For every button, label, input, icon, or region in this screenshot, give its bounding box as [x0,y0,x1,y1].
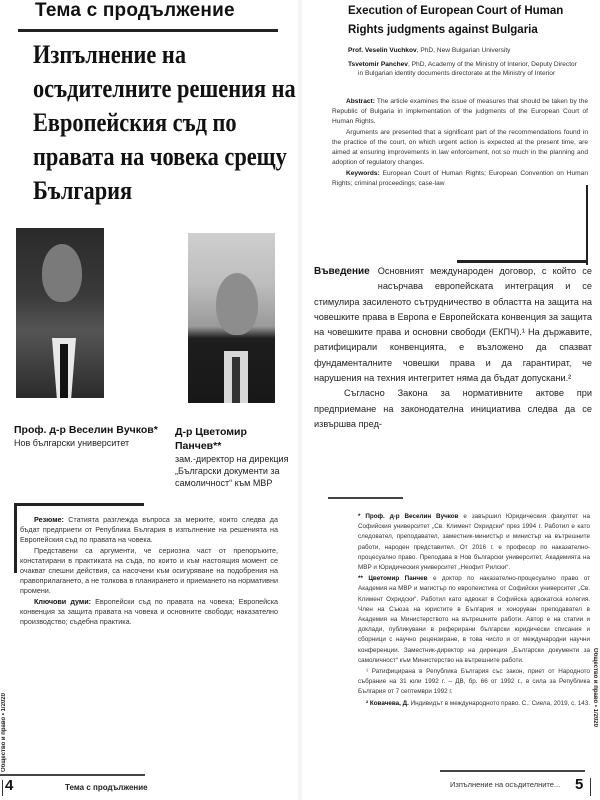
photo-head [216,273,258,335]
footer-rule [0,774,145,776]
footer-rule [440,770,585,772]
author-photo-panchev [188,233,275,403]
en-author-name: Prof. Veselin Vuchkov [348,47,417,54]
summary-paragraph-2: Представени са аргументи, че сериозна част от препоръките, констатирани в практиката на съда, по които и към настоящия момент се очакват спешни действия, са насочени към осигуряване на подобрения на правоприлагането, а не толкова в планирането и приемането на нормативни промени. [20,546,278,595]
footnote-text: е доктор по наказателно-процесуално право от Академия на МВР и магистър по европеистика от Софийски университет „Св. Климент Охридски“. Работил като адвокат в Софийска адвокатска колегия. Член на Съюза на юристите в България и хоноруван преподавател в Академия на Министерството на вътрешните работи. Автор е на статии и доклади, публикувани в реферирани български юридически списания и сборници с научно рецензиране, в това число и от международни научни конференции. Заместник-директор на дирекция „Български документи за самоличност“ към Министерство на вътрешните работи. [358,575,590,664]
section-rule [18,29,278,32]
keywords-text-en: European Court of Human Rights; European Convention on Human Rights; criminal proceedings; case-law [332,170,588,187]
summary-text: Статията разглежда въпроса за мерките, които следва да бъдат предприети от Република България в изпълнение на решенията на Европейския съд по правата на човека. [20,515,279,544]
keywords-text: Европейски съд по правата на човека; Европейска конвенция за защита правата на човека и основните свободи; наказателно производство; съдебна практика. [20,597,279,626]
abstract-paragraph-2: Arguments are presented that a significant part of the recommendations found in the practice of the court, on which urgent action is expected at the present time, are aimed at ensuring improvements in law enforcement, not so much in the planning and adoption of regulatory changes. [332,129,588,166]
author-affiliation: зам.-директор на дирекция „Български документи за самоличност“ към МВР [175,454,289,488]
en-author-name: Tsvetomir Panchev [348,60,408,68]
summary-label: Резюме: [34,515,64,524]
footnote-1: ¹ Ратифицирана в Република България със закон, приет от Народното събрание на 31 юли 1992 г. – ДВ, бр. 66 от 1992 г., в сила за Република България от 7 септември 1992 г. [358,668,590,696]
author-photo-vuchkov [16,228,104,398]
author-affiliation: Нов български университет [14,438,130,448]
intro-paragraph-1: Основният международен договор, с който се насърчава европейската интеграция и се стимулира засиленото сътрудничество в областта на защита на човешките права в Европа е Европейската конвенция за защита на човешките права и основни свободи (ЕКПЧ).¹ На държавите, ратифицирали конвенцията, е възложено да спазват фундаменталните човешки права и да гарантират, че нарушения на техния интегритет няма да бъдат допускани.² [314,266,592,384]
photo-head [42,244,82,302]
abstract-text: The article examines the issue of measures that should be taken by the Republic of Bulgaria in implementation of the judgments of the European Court of Human Rights. [332,98,589,125]
footnote-rule [328,497,403,499]
photo-tie [232,357,240,403]
footnotes [358,512,590,710]
abstract-frame-bottom [457,260,588,263]
article-title-bg: Изпълнение на осъдителните решения на Европейския съд по правата на човека срещу България [33,40,296,205]
en-author-affiliation-line2: in Bulgarian identity documents directorate at the Ministry of Interior [358,70,556,77]
author-block-1 [14,423,164,449]
journal-side-label: Общество и право • 1/2020 [1,693,7,772]
en-author-affiliation: , PhD, New Bulgarian University [416,47,511,54]
running-footer: Тема с продължение [65,783,148,792]
abstract-en [332,97,588,190]
summary-bg [20,515,278,628]
page-number-bar [2,780,3,796]
article-title-en: Execution of European Court of Human Rights judgments against Bulgaria [348,5,564,36]
author-name: Проф. д-р Веселин Вучков* [14,424,158,436]
section-label: Тема с продължение [35,0,235,21]
introduction [314,264,592,432]
summary-frame-top [14,503,144,506]
author-block-2 [175,425,295,489]
footnote-name: ** Цветомир Панчев [358,575,428,583]
abstract-label: Abstract: [346,98,375,105]
abstract-frame-right [586,185,588,265]
page-number-bar [590,778,591,796]
footnote-text: е завършил Юридическия факултет на Софийския университет „Св. Климент Охридски“ през 1994 г. Работил е като следовател, преподавател, заместник-министър и министър на вътрешните работи, народен представител. От 2016 г. е професор по наказателно-процесуално право. Преподава в Нов български университет, Академията на МВР и Юридическия университет „Неофит Рилски“. [358,513,590,572]
intro-heading: Въведение [314,266,370,277]
photo-tie [60,344,68,398]
page-number: 5 [575,776,584,793]
summary-frame-left [14,503,17,573]
footnote-name: ² Ковачева, Д. [366,699,409,707]
page-number: 4 [5,777,14,794]
keywords-label: Ключови думи: [34,597,92,606]
footnote-text: Индивидът в международното право. С.: Сиела, 2019, с. 143. [408,699,591,707]
en-author-affiliation: , PhD, Academy of the Ministry of Interior, Deputy Director [407,60,577,68]
running-footer: Изпълнение на осъдителните... [450,780,561,789]
journal-side-label: Общество и право • 1/2020 [592,648,598,727]
keywords-label-en: Keywords: [346,170,380,177]
intro-paragraph-2: Съгласно Закона за нормативните актове при предприемане на законодателна инициатива следва да се извършва пред- [314,388,592,429]
footnote-name: * Проф. д-р Веселин Вучков [358,513,459,520]
author-name: Д-р Цветомир Панчев** [175,426,247,452]
right-page [300,0,600,800]
en-authors [348,46,593,83]
